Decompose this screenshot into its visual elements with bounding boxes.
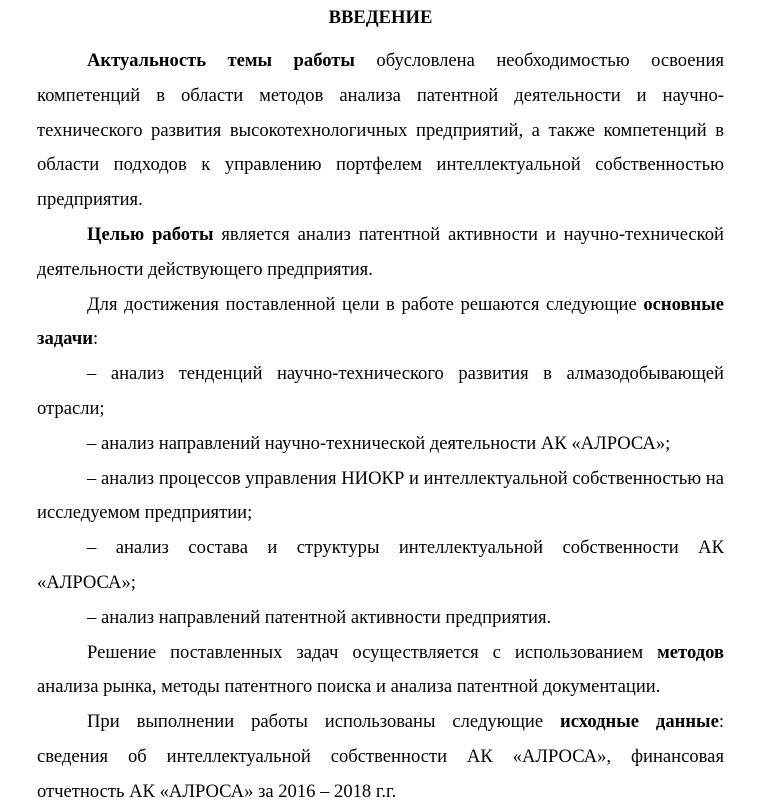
relevance-paragraph <box>37 44 724 218</box>
methods-bold: методов <box>657 641 724 663</box>
source-data-paragraph <box>37 705 724 809</box>
relevance-lead: Актуальность темы работы <box>87 50 355 71</box>
document-page <box>37 0 724 810</box>
task-item: – анализ процессов управления НИОКР и интеллектуальной собственностью на исследуемом предприятии; <box>37 467 724 524</box>
task-item: – анализ направлений патентной активности предприятия. <box>87 606 552 628</box>
goal-lead: Целью работы <box>87 223 214 245</box>
goal-text: является анализ патентной активности и научно-технической деятельности действующего предприятия. <box>37 223 724 280</box>
tasks-intro-paragraph <box>37 288 724 358</box>
section-heading: ВВЕДЕНИЕ <box>328 7 433 28</box>
source-data-tail: : сведения об интеллектуальной собственности АК «АЛРОСА», финансовая отчетность АК «АЛРОСА» за 2016 – 2018 г.г. <box>37 711 725 802</box>
methods-paragraph <box>37 636 724 706</box>
relevance-text: обусловлена необходимостью освоения компетенций в области методов анализа патентной деятельности и научно-технического развития высокотехнологичных предприятий, а также компетенций в области подходов к управлению портфелем интеллектуальной собственностью предприятия. <box>37 50 724 211</box>
tasks-intro-tail: : <box>92 328 99 350</box>
methods-tail: анализа рынка, методы патентного поиска и анализа патентной документации. <box>37 676 661 698</box>
methods-text: Решение поставленных задач осуществляется с использованием <box>87 641 658 663</box>
task-item: – анализ направлений научно-технической деятельности АК «АЛРОСА»; <box>87 432 671 454</box>
task-item: – анализ состава и структуры интеллектуальной собственности АК «АЛРОСА»; <box>37 537 724 593</box>
source-data-bold: исходные данные <box>560 711 719 733</box>
tasks-intro-text: Для достижения поставленной цели в работе решаются следующие <box>87 293 644 315</box>
goal-paragraph <box>37 218 724 288</box>
source-data-text: При выполнении работы использованы следующие <box>87 711 561 733</box>
task-item: – анализ тенденций научно-технического развития в алмазодобывающей отрасли; <box>37 363 724 419</box>
tasks-intro-bold: основные задачи <box>37 293 724 350</box>
